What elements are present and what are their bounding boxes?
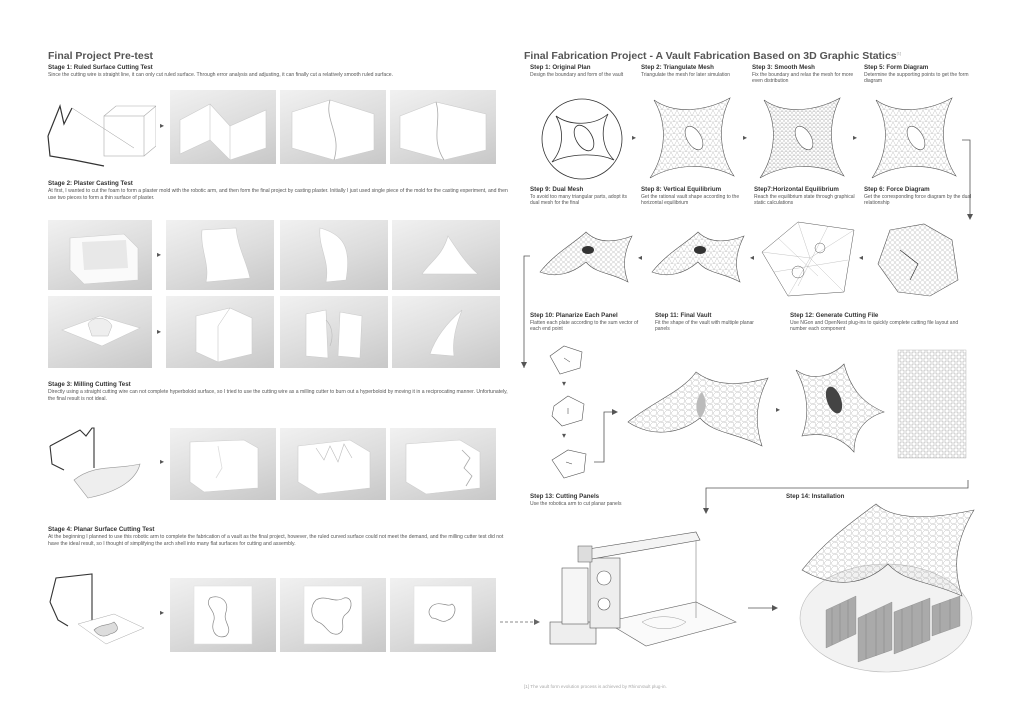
force-diagram-graphic — [870, 220, 966, 300]
footnote: [1] The vault form evolution process is achieved by RhinoVault plug-in. — [524, 684, 667, 689]
step-8-desc: Get the rational vault shape according to the horizontal equilibrium — [641, 194, 740, 207]
step6-to-7-arrow: ◂ — [859, 253, 864, 262]
fabrication-title-note: [1] — [896, 50, 902, 56]
stage2-desc: At first, I wanted to cut the foam to form a plaster mold with the robotic arm, and then form the final project by casting plaster. Initially I just used single piece of the mold for the casting experiment, and then use two pieces to form a thin surface of plaster. — [48, 188, 508, 201]
stage3-photo-1 — [170, 428, 276, 500]
step-3 — [752, 64, 856, 85]
panel-arrow-2: ▾ — [562, 431, 567, 440]
horizontal-equilibrium-graphic — [758, 216, 858, 300]
step-8 — [641, 186, 747, 207]
step8-to-9-arrow: ◂ — [638, 253, 643, 262]
stage3-arrow: ▸ — [160, 457, 165, 466]
robot-arm-cutting-graphic — [546, 518, 740, 664]
step11-to-12-arrow: ▸ — [776, 405, 781, 414]
pretest-title: Final Project Pre-test — [48, 50, 154, 62]
step-11-title: Step 11: Final Vault — [655, 312, 712, 319]
stage1-desc: Since the cutting wire is straight line, it can only cut ruled surface. Through error analysis and adjusting, it can finally cut a relatively smooth ruled surface. — [48, 72, 394, 78]
step-14 — [786, 493, 906, 500]
stage2-arrow-1: ▸ — [157, 250, 162, 259]
step-13-title: Step 13: Cutting Panels — [530, 493, 600, 500]
step-10-desc: Flatten each plate according to the sum vector of each end point — [530, 320, 639, 333]
stage4-desc: At the beginning I planned to use this robotic arm to complete the fabrication of a vault as the final project, however, the ruled curved surface could not meet the demand, and the milling cutter test did not have the ideal result, so I thought of simplifying the arch shell into many flat surfaces for cutting and assembly. — [48, 534, 504, 547]
smooth-mesh-graphic — [754, 92, 850, 184]
dual-mesh-graphic — [536, 222, 636, 290]
step-11 — [655, 312, 765, 333]
stage1-arrow: ▸ — [160, 121, 165, 130]
stage2-photo-7 — [280, 296, 388, 368]
panels-to-vault-connector — [592, 406, 618, 466]
stage1-photo-3 — [390, 90, 496, 164]
step-7 — [754, 186, 860, 207]
stage2-photo-3 — [280, 220, 388, 290]
step-2-desc: Triangulate the mesh for later simulation — [641, 72, 731, 78]
original-plan-graphic — [536, 96, 628, 182]
step-10-title: Step 10: Planarize Each Panel — [530, 312, 618, 319]
stage2-photo-4 — [392, 220, 500, 290]
stage3-desc: Directly using a straight cutting wire can not complete hyperboloid surface, so I tried to use the cutting wire as a milling cutter to burn out a hyperboloid by moving it in a reciprocating manner. Unfortunately, the final result is not ideal. — [48, 389, 508, 402]
step-12-title: Step 12: Generate Cutting File — [790, 312, 879, 319]
step-2-title: Step 2: Triangulate Mesh — [641, 64, 714, 71]
step-6-desc: Get the corresponding force diagram by the dual relationship — [864, 194, 972, 207]
stage3-photo-3 — [390, 428, 496, 500]
stage4-photo-3 — [390, 578, 496, 652]
stage4-title: Stage 4: Planar Surface Cutting Test — [48, 526, 155, 533]
step5-to-step6-connector — [962, 138, 976, 220]
panel-graphic-1 — [546, 344, 586, 376]
step-6 — [864, 186, 972, 207]
step-13-desc: Use the robotica arm to cut planar panels — [530, 501, 622, 507]
cutting-file-vault-graphic — [788, 356, 892, 456]
stage2-photo-6 — [166, 296, 274, 368]
step1-arrow: ▸ — [632, 133, 637, 142]
final-vault-graphic — [622, 362, 772, 454]
step-7-title: Step7:Horizontal Equilibrium — [754, 186, 839, 193]
panel-arrow-1: ▾ — [562, 379, 567, 388]
stage1-photo-2 — [280, 90, 386, 164]
step-14-title: Step 14: Installation — [786, 493, 845, 500]
step-11-desc: Fit the shape of the vault with multiple planar panels — [655, 320, 754, 333]
step-6-title: Step 6: Force Diagram — [864, 186, 930, 193]
cutting-file-layout-graphic — [896, 348, 968, 460]
step-9-title: Step 9: Dual Mesh — [530, 186, 584, 193]
stage1-wire-diagram — [44, 88, 156, 168]
step-1 — [530, 64, 634, 78]
stage1-photo-1 — [170, 90, 276, 164]
dashed-connector — [500, 612, 540, 618]
step2-arrow: ▸ — [743, 133, 748, 142]
step-7-desc: Reach the equilibrium state through graphical static calculations — [754, 194, 855, 207]
step3-arrow: ▸ — [853, 133, 858, 142]
step-1-title: Step 1: Original Plan — [530, 64, 591, 71]
step-9 — [530, 186, 634, 207]
installation-graphic — [796, 500, 976, 676]
stage4-planar-diagram — [44, 566, 156, 650]
step-10 — [530, 312, 640, 333]
step-12 — [790, 312, 970, 333]
stage4-arrow: ▸ — [160, 608, 165, 617]
step-2 — [641, 64, 745, 78]
step-5 — [864, 64, 974, 85]
stage1-title: Stage 1: Ruled Surface Cutting Test — [48, 64, 153, 71]
step-1-desc: Design the boundary and form of the vault — [530, 72, 624, 78]
panel-graphic-2 — [548, 394, 588, 428]
step-9-desc: To avoid too many triangular parts, adopt its dual mesh for the final — [530, 194, 627, 207]
fabrication-title-text: Final Fabrication Project - A Vault Fabrication Based on 3D Graphic Statics — [524, 50, 897, 62]
vertical-equilibrium-graphic — [648, 222, 748, 290]
form-diagram-graphic — [866, 92, 962, 184]
step-3-title: Step 3: Smooth Mesh — [752, 64, 815, 71]
stage2-arrow-2: ▸ — [157, 327, 162, 336]
stage2-title: Stage 2: Plaster Casting Test — [48, 180, 133, 187]
step-8-title: Step 8: Vertical Equilibrium — [641, 186, 722, 193]
step-5-desc: Determine the supporting points to get the form diagram — [864, 72, 969, 85]
panel-graphic-3 — [548, 446, 590, 480]
stage4-photo-2 — [280, 578, 386, 652]
stage3-photo-2 — [280, 428, 386, 500]
stage2-photo-8 — [392, 296, 500, 368]
stage2-photo-5 — [48, 296, 152, 368]
stage3-title: Stage 3: Milling Cutting Test — [48, 381, 131, 388]
fabrication-title — [524, 50, 901, 62]
step-5-title: Step 5: Form Diagram — [864, 64, 929, 71]
stage2-photo-2 — [166, 220, 274, 290]
stage3-milling-diagram — [44, 420, 156, 502]
step-3-desc: Fix the boundary and relax the mesh for more even distribution — [752, 72, 854, 85]
step7-to-8-arrow: ◂ — [750, 253, 755, 262]
step-12-desc: Use NGon and OpenNest plug-ins to quickly complete cutting file layout and number each component — [790, 320, 959, 333]
stage4-photo-1 — [170, 578, 276, 652]
step13-to-14-arrow — [748, 604, 778, 614]
triangulate-mesh-graphic — [644, 92, 740, 184]
step-13 — [530, 493, 690, 507]
stage2-photo-1 — [48, 220, 152, 290]
